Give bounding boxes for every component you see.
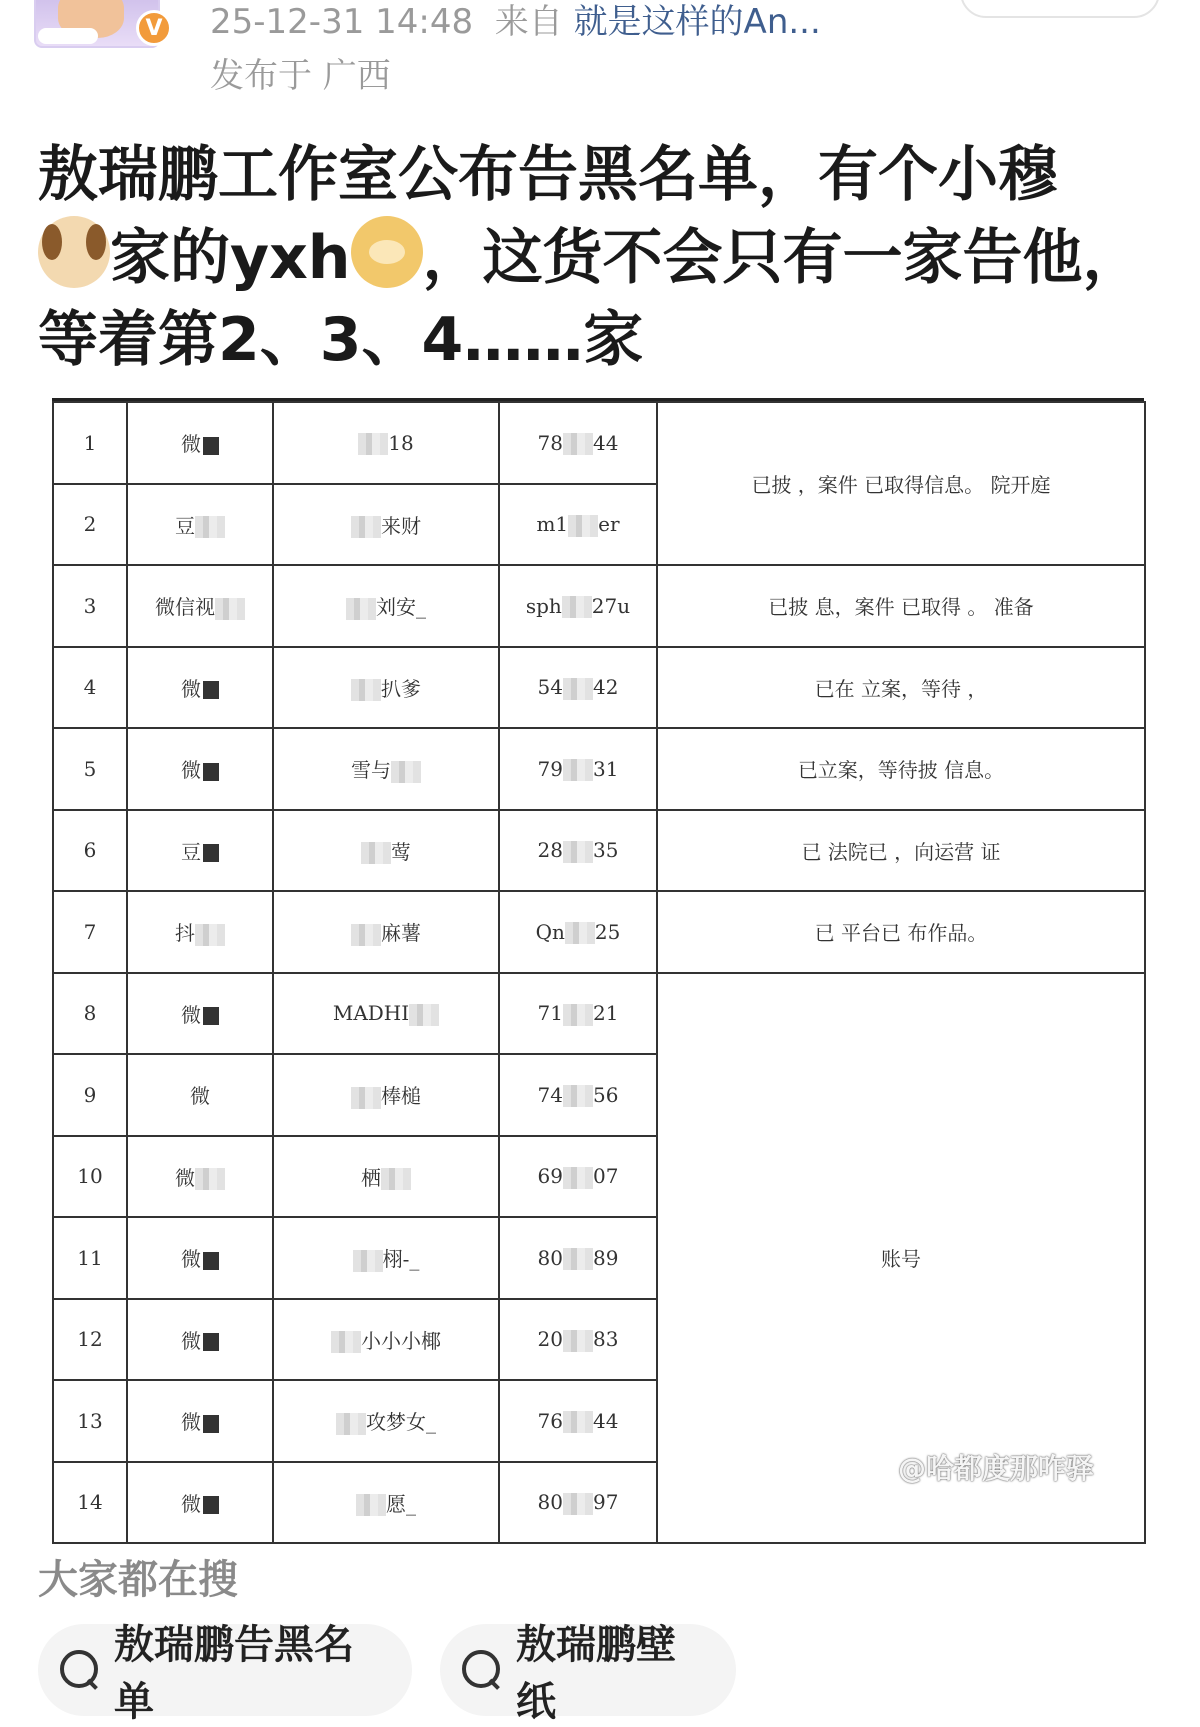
mosaic-blur (361, 842, 391, 864)
platform-cell (127, 1462, 273, 1544)
nickname-cell (273, 1299, 499, 1381)
redaction-block (203, 844, 219, 862)
platform-cell (127, 973, 273, 1055)
status-cell: 已披 ，案件 已取得信息。 院开庭 (657, 402, 1145, 565)
row-number: 14 (53, 1462, 127, 1544)
mosaic-blur (563, 1330, 593, 1352)
hot-search-chip[interactable] (440, 1622, 736, 1725)
hot-search-chip-label: 敖瑞鹏告黑名单 (114, 1622, 354, 1725)
platform-text: 微 (181, 432, 201, 457)
mosaic-blur (563, 1085, 593, 1107)
post-meta-line (210, 0, 821, 44)
mosaic-blur (195, 924, 225, 946)
post-source-link[interactable]: 就是这样的An... (573, 2, 821, 42)
id-end: 25 (594, 919, 621, 944)
row-number: 10 (53, 1136, 127, 1218)
nickname-text: 棒槌 (381, 1084, 421, 1109)
account-id-cell (499, 1380, 657, 1462)
mosaic-blur (336, 1413, 366, 1435)
id-end: 44 (593, 1408, 619, 1433)
nickname-cell (273, 647, 499, 729)
nickname-text: 栩-_ (382, 1247, 420, 1272)
id-end: 07 (593, 1164, 619, 1188)
mosaic-blur (351, 516, 381, 538)
row-number: 13 (53, 1380, 127, 1462)
nickname-text: 扒爹 (381, 676, 421, 701)
mosaic-blur (353, 1250, 383, 1272)
id-start: 80 (537, 1490, 563, 1514)
nickname-text: 愿_ (386, 1491, 416, 1516)
id-end: 89 (593, 1245, 619, 1270)
row-number: 3 (53, 565, 127, 647)
mosaic-blur (356, 1494, 386, 1516)
post-location: 发布于 广西 (210, 56, 391, 96)
nickname-cell (273, 973, 499, 1055)
platform-text: 微 (181, 758, 201, 783)
blacklist-table (52, 401, 1146, 1544)
id-start: 54 (537, 675, 563, 699)
row-number: 2 (53, 484, 127, 566)
mosaic-blur (391, 761, 421, 783)
id-end: 27u (591, 593, 631, 618)
account-id-cell (499, 973, 657, 1055)
table-row (53, 891, 1145, 973)
id-end: 21 (593, 1001, 619, 1025)
row-number: 5 (53, 728, 127, 810)
row-number: 9 (53, 1054, 127, 1136)
hot-search-chip[interactable] (38, 1622, 412, 1725)
id-end: 35 (593, 838, 619, 862)
id-end: er (598, 512, 620, 536)
mosaic-blur (563, 1411, 593, 1433)
mosaic-blur (563, 841, 593, 863)
mosaic-blur (351, 924, 381, 946)
redaction-block (203, 763, 219, 781)
nickname-text: 雪与 (351, 758, 391, 783)
platform-cell (127, 891, 273, 973)
id-start: 80 (537, 1245, 563, 1270)
mosaic-blur (351, 1087, 381, 1109)
mosaic-blur (195, 516, 225, 538)
avatar-cloud (38, 28, 98, 44)
id-end: 44 (593, 430, 619, 455)
mosaic-blur (215, 598, 245, 620)
nickname-cell (273, 810, 499, 892)
account-id-cell (499, 402, 657, 484)
platform-text: 豆 (175, 513, 195, 538)
verified-badge-icon: V (136, 10, 172, 46)
id-end: 97 (593, 1490, 619, 1514)
account-id-cell (499, 810, 657, 892)
account-id-cell (499, 1462, 657, 1544)
platform-cell (127, 1136, 273, 1218)
redaction-block (203, 681, 219, 699)
mosaic-blur (381, 1168, 411, 1190)
row-number: 12 (53, 1299, 127, 1381)
platform-cell (127, 1380, 273, 1462)
platform-text: 微 (181, 1247, 201, 1272)
platform-cell (127, 1299, 273, 1381)
row-number: 6 (53, 810, 127, 892)
nickname-cell (273, 1136, 499, 1218)
id-end: 42 (593, 675, 619, 699)
platform-cell (127, 565, 273, 647)
post-line-1: 敖瑞鹏工作室公布告黑名单，有个小穆 (38, 140, 1058, 210)
mosaic-blur (346, 598, 376, 620)
nickname-text: 麻薯 (381, 921, 421, 946)
id-start: Qn (535, 919, 565, 944)
nickname-text: 小小小椰 (361, 1328, 441, 1353)
redaction-block (203, 1496, 219, 1514)
table-row (53, 402, 1145, 484)
weibo-watermark: @哈都度那咋驿 (898, 1452, 1095, 1485)
id-start: 76 (537, 1408, 563, 1433)
id-start: 74 (537, 1082, 563, 1107)
id-end: 31 (593, 756, 619, 781)
post-line-2 (38, 216, 1178, 299)
mosaic-blur (351, 679, 381, 701)
redaction-block (203, 437, 219, 455)
nickname-cell (273, 1054, 499, 1136)
mosaic-blur (331, 1331, 361, 1353)
mosaic-blur (563, 433, 593, 455)
id-start: 78 (537, 430, 563, 455)
mosaic-blur (563, 1493, 593, 1515)
redaction-block (203, 1007, 219, 1025)
platform-cell (127, 1054, 273, 1136)
mosaic-blur (195, 1168, 225, 1190)
row-number: 7 (53, 891, 127, 973)
redaction-block (203, 1333, 219, 1351)
nickname-text: 18 (388, 430, 414, 455)
mosaic-blur (358, 433, 388, 455)
nickname-text: 来财 (381, 513, 421, 538)
mosaic-blur (562, 596, 592, 618)
platform-text: 微 (181, 1328, 201, 1353)
id-start: 79 (537, 756, 563, 781)
mosaic-blur (563, 678, 593, 700)
row-number: 11 (53, 1217, 127, 1299)
id-start: sph (525, 593, 562, 618)
post-text (38, 134, 1178, 381)
mosaic-blur (568, 515, 598, 537)
search-icon (60, 1650, 100, 1690)
follow-button[interactable] (960, 0, 1160, 18)
post-line-2b: ，这货不会只有一家告他， (422, 223, 1143, 293)
account-id-cell (499, 1054, 657, 1136)
status-cell: 已 法院已 ，向运营 证 (657, 810, 1145, 892)
nickname-text: 攻梦女_ (366, 1410, 436, 1435)
nickname-cell (273, 891, 499, 973)
status-cell: 已 平台已 布作品。 (657, 891, 1145, 973)
doge-emoji-icon (351, 216, 423, 288)
table-row (53, 973, 1145, 1055)
mosaic-blur (563, 1248, 593, 1270)
platform-text: 豆 (181, 839, 201, 864)
status-cell: 账号 (657, 973, 1145, 1544)
nickname-cell (273, 1380, 499, 1462)
nickname-text: 栖 (361, 1165, 381, 1190)
platform-text: 微 (181, 1002, 201, 1027)
account-id-cell (499, 647, 657, 729)
source-from-label: 来自 (494, 2, 563, 42)
platform-text: 微 (181, 1491, 201, 1516)
post-line-3: 等着第2、3、4……家 (38, 305, 644, 375)
table-row (53, 647, 1145, 729)
platform-cell (127, 728, 273, 810)
hot-search-chip-label: 敖瑞鹏壁纸 (516, 1622, 676, 1725)
nickname-cell (273, 565, 499, 647)
platform-text: 微 (181, 1410, 201, 1435)
status-cell: 已披 息，案件 已取得 。 准备 (657, 565, 1145, 647)
mosaic-blur (563, 1004, 593, 1026)
post-image-blacklist-document[interactable] (52, 398, 1144, 1516)
nickname-cell (273, 1462, 499, 1544)
platform-cell (127, 1217, 273, 1299)
nickname-cell (273, 484, 499, 566)
mosaic-blur (563, 759, 593, 781)
id-start: 20 (537, 1327, 563, 1351)
row-number: 1 (53, 402, 127, 484)
platform-cell (127, 402, 273, 484)
nickname-text: 莺 (391, 839, 411, 864)
status-cell: 已在 立案，等待 ， (657, 647, 1145, 729)
account-id-cell (499, 1217, 657, 1299)
dog-emoji-icon (38, 216, 110, 288)
id-start: 69 (537, 1164, 563, 1188)
platform-text: 微 (175, 1165, 195, 1190)
row-number: 4 (53, 647, 127, 729)
id-start: m1 (536, 512, 569, 536)
id-start: 28 (537, 838, 563, 862)
id-end: 83 (593, 1327, 619, 1351)
account-id-cell (499, 1136, 657, 1218)
account-id-cell (499, 728, 657, 810)
hot-search-title: 大家都在搜 (38, 1557, 238, 1603)
platform-text: 微信视 (155, 595, 215, 620)
nickname-cell (273, 728, 499, 810)
mosaic-blur (563, 1167, 593, 1189)
account-id-cell (499, 484, 657, 566)
account-id-cell (499, 1299, 657, 1381)
account-id-cell (499, 565, 657, 647)
platform-cell (127, 484, 273, 566)
search-icon (462, 1650, 502, 1690)
id-end: 56 (593, 1082, 619, 1107)
platform-text: 微 (181, 676, 201, 701)
mosaic-blur (565, 922, 595, 944)
table-row (53, 565, 1145, 647)
platform-cell (127, 647, 273, 729)
mosaic-blur (409, 1004, 439, 1026)
table-row (53, 728, 1145, 810)
id-start: 71 (537, 1001, 563, 1025)
nickname-text: 刘安_ (376, 595, 426, 620)
row-number: 8 (53, 973, 127, 1055)
nickname-cell (273, 1217, 499, 1299)
platform-cell (127, 810, 273, 892)
post-line-2a: 家的yxh (110, 223, 351, 293)
account-id-cell (499, 891, 657, 973)
platform-text: 微 (190, 1084, 210, 1109)
redaction-block (203, 1415, 219, 1433)
platform-text: 抖 (175, 921, 195, 946)
table-row (53, 810, 1145, 892)
post-timestamp: 25-12-31 14:48 (210, 2, 474, 42)
nickname-text: MADHI (332, 1001, 410, 1025)
redaction-block (203, 1252, 219, 1270)
status-cell: 已立案，等待披 信息。 (657, 728, 1145, 810)
nickname-cell (273, 402, 499, 484)
